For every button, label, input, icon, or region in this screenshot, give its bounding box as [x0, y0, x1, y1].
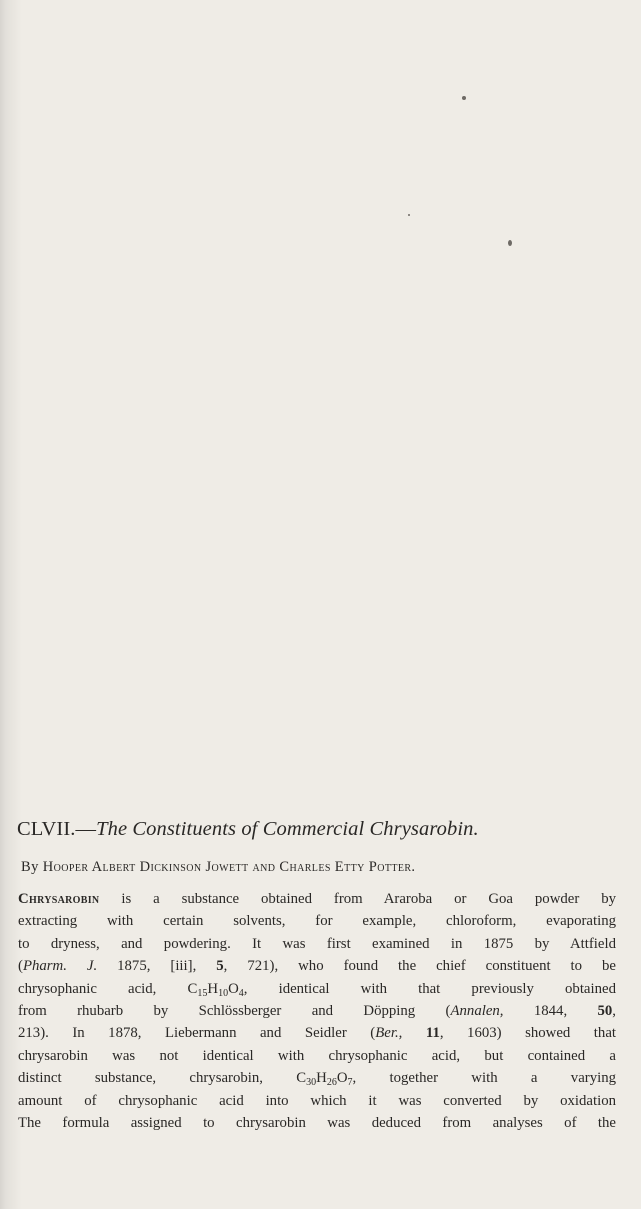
text-line [18, 1000, 616, 1022]
text-span: ( [18, 958, 23, 975]
formula-element: H [316, 1070, 327, 1087]
article-number: CLVII. [17, 818, 76, 840]
text-line: extracting with certain solvents, for example, chloroform, evaporating [18, 913, 616, 930]
text-line [18, 978, 616, 1000]
formula-element: H [207, 980, 219, 997]
journal-name: Annalen, [450, 1002, 504, 1019]
text-span: distinct substance, chrysarobin, C [18, 1070, 307, 1087]
volume-number: 5 [216, 958, 224, 975]
text-span: from rhubarb by Schlössberger and Döpping ( [18, 1002, 451, 1019]
scan-speck [462, 96, 466, 100]
scan-speck [508, 240, 512, 246]
byline-prefix: By [21, 859, 39, 875]
text-line [18, 1022, 616, 1044]
article-title [17, 818, 627, 841]
text-line [18, 1067, 616, 1089]
formula-subscript: 30 [306, 1077, 317, 1089]
text-span: , 721), who found the chief constituent to be [223, 958, 616, 975]
formula-subscript: 4 [238, 987, 244, 999]
text-span: , 1603) showed that [439, 1025, 616, 1042]
body-paragraph [18, 888, 616, 1134]
formula-subscript: 7 [347, 1077, 353, 1089]
journal-name: Pharm. J. [22, 958, 98, 975]
text-span [402, 1025, 426, 1041]
title-dash: — [75, 818, 97, 840]
text-span: , together with a varying [352, 1070, 616, 1087]
volume-number: 50 [597, 1002, 613, 1019]
text-line: amount of chrysophanic acid into which it was converted by oxidation [18, 1092, 616, 1109]
text-line: to dryness, and powdering. It was first examined in 1875 by Attfield [18, 935, 616, 952]
text-line: chrysarobin was not identical with chrysophanic acid, but contained a [18, 1047, 616, 1064]
text-line [18, 955, 616, 977]
formula-subscript: 15 [197, 987, 208, 999]
author-byline [21, 859, 621, 876]
journal-name: Ber., [375, 1025, 403, 1042]
text-span: , [612, 1002, 616, 1019]
formula-subscript: 10 [218, 987, 229, 999]
scan-speck [408, 214, 410, 216]
text-span: 213). In 1878, Liebermann and Seidler ( [18, 1025, 376, 1042]
author-names: Hooper Albert Dickinson Jowett and Charles Etty Potter. [42, 859, 416, 875]
text-line: The formula assigned to chrysarobin was deduced from analyses of the [18, 1114, 616, 1131]
text-span: , identical with that previously obtained [243, 980, 616, 997]
lead-word: Chrysarobin [18, 891, 100, 907]
volume-number: 11 [425, 1025, 440, 1042]
text-span: 1844, [503, 1002, 598, 1019]
text-span: chrysophanic acid, C [18, 980, 198, 997]
formula-subscript: 26 [326, 1077, 337, 1089]
text-span: 1875, [iii], [97, 958, 217, 975]
formula-element: O [336, 1070, 348, 1087]
article-title-text: The Constituents of Commercial Chrysarobin. [96, 818, 479, 840]
text-line [18, 888, 616, 910]
text-span: is a substance obtained from Araroba or Goa powder by [99, 891, 616, 907]
formula-element: O [228, 980, 239, 997]
